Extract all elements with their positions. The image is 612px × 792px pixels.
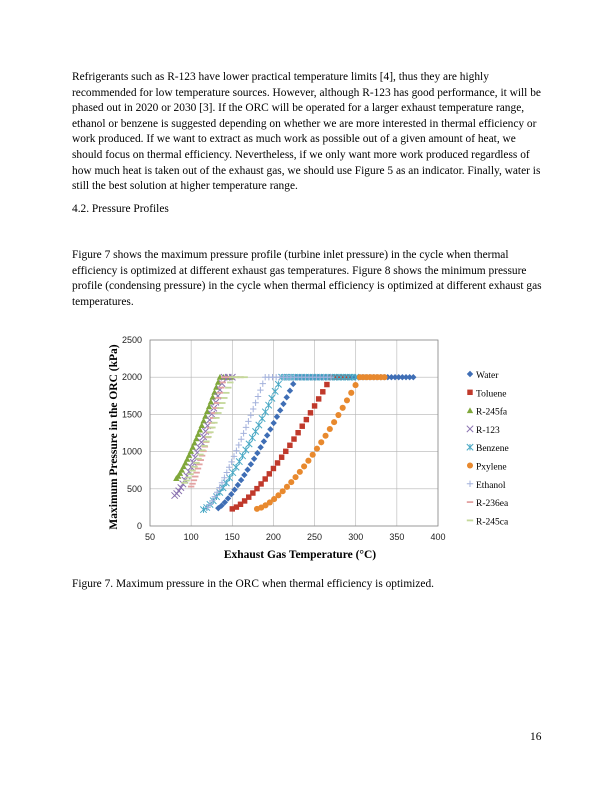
data-point xyxy=(233,464,239,470)
x-tick-label: 350 xyxy=(389,532,405,542)
data-point xyxy=(211,422,217,424)
legend-label: Pxylene xyxy=(476,462,507,473)
data-point xyxy=(269,395,275,401)
data-point xyxy=(320,389,325,394)
y-tick-label: 1500 xyxy=(121,409,142,420)
legend-marker xyxy=(467,481,473,487)
data-point xyxy=(267,471,272,476)
data-point xyxy=(235,482,241,488)
data-point xyxy=(283,449,288,454)
data-point xyxy=(203,441,209,443)
data-point xyxy=(211,389,217,395)
data-point xyxy=(219,402,225,404)
series-pxylene xyxy=(254,374,388,512)
y-tick-label: 2500 xyxy=(121,335,142,345)
data-point xyxy=(271,466,276,471)
data-point xyxy=(260,380,266,386)
data-point xyxy=(192,476,198,478)
data-point xyxy=(249,435,255,441)
data-point xyxy=(191,479,197,481)
data-point xyxy=(279,455,284,460)
data-point xyxy=(254,486,259,491)
data-point xyxy=(272,388,278,394)
data-point xyxy=(267,426,273,432)
data-point xyxy=(195,468,201,470)
data-point xyxy=(205,436,211,438)
data-point xyxy=(335,412,341,418)
data-point xyxy=(310,452,316,458)
data-point xyxy=(261,438,267,444)
data-point xyxy=(202,428,208,434)
data-point xyxy=(240,430,246,436)
data-point xyxy=(199,449,205,451)
series-r-245fa xyxy=(173,374,234,481)
body-paragraph-1: Refrigerants such as R-123 have lower practical temperature limits [4], thus they are highly recommended for low temperature sources. However, although R-123 has good performance, it will be phased out in 2020 or 2030 [3]. If the ORC will be operated for a larger exhaust temperature range, ethanol or benzene is suggested depending on whether we are more interested in thermal efficiency or work produced. If we want to extract as much work as possible out of a given amount of heat, we should focus on thermal efficiency. Nevertheless, if we only want more work produced regardless of how much heat is taken out of the exhaust gas, we should use Figure 5 as an indicator. Finally, water is still the best solution at higher temperature range. xyxy=(72,71,541,193)
data-point xyxy=(217,407,223,409)
legend-label: Benzene xyxy=(476,444,509,455)
legend-label: Ethanol xyxy=(476,480,506,491)
data-point xyxy=(245,418,251,424)
data-point xyxy=(252,400,258,406)
page-number: 16 xyxy=(530,731,542,743)
data-point xyxy=(345,374,350,379)
data-point xyxy=(209,427,215,429)
data-point xyxy=(301,463,307,469)
data-point xyxy=(233,448,239,454)
data-point xyxy=(183,480,189,482)
y-tick-label: 2000 xyxy=(121,372,142,383)
data-point xyxy=(193,472,199,474)
data-point xyxy=(275,460,280,465)
data-point xyxy=(291,436,296,441)
x-tick-label: 400 xyxy=(430,532,446,542)
data-point xyxy=(218,387,224,389)
data-point xyxy=(288,479,294,485)
data-point xyxy=(223,392,229,394)
data-point xyxy=(236,442,242,448)
data-point xyxy=(327,426,333,432)
data-point xyxy=(340,405,346,411)
data-point xyxy=(239,453,245,459)
data-point xyxy=(244,467,250,473)
series-water xyxy=(215,374,416,511)
data-point xyxy=(236,458,242,464)
figure-caption: Figure 7. Maximum pressure in the ORC when thermal efficiency is optimized. xyxy=(72,578,434,590)
data-point xyxy=(189,470,195,472)
x-tick-label: 150 xyxy=(224,532,240,542)
data-point xyxy=(248,461,254,467)
data-point xyxy=(381,374,387,380)
data-point xyxy=(264,432,270,438)
data-point xyxy=(250,406,256,412)
data-point xyxy=(280,401,286,407)
data-point xyxy=(316,396,321,401)
data-point xyxy=(280,488,286,494)
data-point xyxy=(258,481,263,486)
legend-marker xyxy=(467,520,473,522)
data-point xyxy=(230,469,236,475)
data-point xyxy=(255,393,261,399)
series-benzene xyxy=(200,374,359,513)
data-point xyxy=(284,484,290,490)
data-point xyxy=(353,382,359,388)
y-tick-label: 1000 xyxy=(121,446,142,457)
x-tick-label: 250 xyxy=(307,532,323,542)
data-point xyxy=(297,469,303,475)
data-point xyxy=(197,454,203,456)
data-point xyxy=(275,381,281,387)
x-tick-label: 50 xyxy=(144,532,156,542)
x-axis-label: Exhaust Gas Temperature (°C) xyxy=(223,549,377,561)
data-point xyxy=(241,376,247,378)
y-tick-label: 500 xyxy=(126,483,142,494)
data-point xyxy=(323,433,329,439)
data-point xyxy=(262,476,267,481)
legend-label: R-123 xyxy=(476,425,500,436)
data-point xyxy=(181,482,187,484)
legend-label: R-245fa xyxy=(476,407,508,418)
data-point xyxy=(312,403,317,408)
data-point xyxy=(265,402,271,408)
data-point xyxy=(290,381,296,387)
data-point xyxy=(225,387,231,389)
data-point xyxy=(410,374,416,380)
data-point xyxy=(344,397,350,403)
chart-legend xyxy=(467,371,509,528)
legend-marker xyxy=(467,390,472,395)
data-point xyxy=(348,390,354,396)
data-point xyxy=(207,431,213,433)
y-tick-label: 0 xyxy=(136,521,142,531)
data-point xyxy=(257,387,263,393)
data-point xyxy=(243,447,249,453)
data-point xyxy=(256,422,262,428)
chart-grid xyxy=(150,340,438,526)
section-heading: 4.2. Pressure Profiles xyxy=(72,203,169,215)
legend-marker xyxy=(467,371,473,377)
data-point xyxy=(238,436,244,442)
data-point xyxy=(257,444,263,450)
data-point xyxy=(300,423,305,428)
data-point xyxy=(252,428,258,434)
data-point xyxy=(331,419,337,425)
data-point xyxy=(215,397,221,399)
data-point xyxy=(221,397,227,399)
data-point xyxy=(295,430,300,435)
data-point xyxy=(251,456,257,462)
legend-marker xyxy=(467,444,473,450)
data-point xyxy=(318,439,324,445)
y-axis-label: Maximum Pressure in the ORC (kPa) xyxy=(108,344,120,530)
data-point xyxy=(187,473,193,475)
legend-marker xyxy=(467,462,473,468)
data-point xyxy=(243,424,249,430)
data-point xyxy=(215,412,221,414)
data-point xyxy=(308,410,313,415)
data-point xyxy=(193,462,199,464)
data-point xyxy=(287,387,293,393)
legend-label: R-245ca xyxy=(476,517,509,528)
data-point xyxy=(217,392,223,394)
legend-marker xyxy=(467,501,473,503)
data-point xyxy=(293,474,299,480)
chart-axes xyxy=(108,335,446,561)
data-point xyxy=(191,466,197,468)
legend-label: Toluene xyxy=(476,389,507,400)
chart-series xyxy=(171,374,416,513)
data-point xyxy=(277,407,283,413)
body-paragraph-2: Figure 7 shows the maximum pressure profile (turbine inlet pressure) in the cycle when thermal efficiency is optimized at different exhaust gas temperatures. Figure 8 shows the minimum pressure profile (condensing pressure) in the cycle when thermal efficiency is optimized at different exhaust gas temperatures. xyxy=(72,249,542,308)
data-point xyxy=(189,483,195,485)
data-point xyxy=(314,446,320,452)
data-point xyxy=(238,477,244,483)
data-point xyxy=(185,477,191,479)
data-point xyxy=(246,441,252,447)
x-tick-label: 100 xyxy=(183,532,199,542)
data-point xyxy=(219,382,225,384)
plot-frame xyxy=(150,340,438,526)
data-point xyxy=(227,382,233,384)
data-point xyxy=(201,445,207,447)
legend-label: R-236ea xyxy=(476,499,509,510)
data-point xyxy=(188,486,194,488)
data-point xyxy=(213,417,219,419)
data-point xyxy=(241,472,247,478)
data-point xyxy=(195,458,201,460)
data-point xyxy=(304,417,309,422)
x-tick-label: 300 xyxy=(348,532,364,542)
legend-label: Water xyxy=(476,371,499,381)
data-point xyxy=(324,382,329,387)
data-point xyxy=(259,415,265,421)
data-point xyxy=(248,412,254,418)
data-point xyxy=(283,394,289,400)
data-point xyxy=(254,450,260,456)
data-point xyxy=(262,409,268,415)
data-point xyxy=(270,420,276,426)
legend-marker xyxy=(467,426,473,432)
legend-marker xyxy=(467,407,473,413)
data-point xyxy=(305,458,311,464)
data-point xyxy=(287,443,292,448)
x-tick-label: 200 xyxy=(265,532,281,542)
